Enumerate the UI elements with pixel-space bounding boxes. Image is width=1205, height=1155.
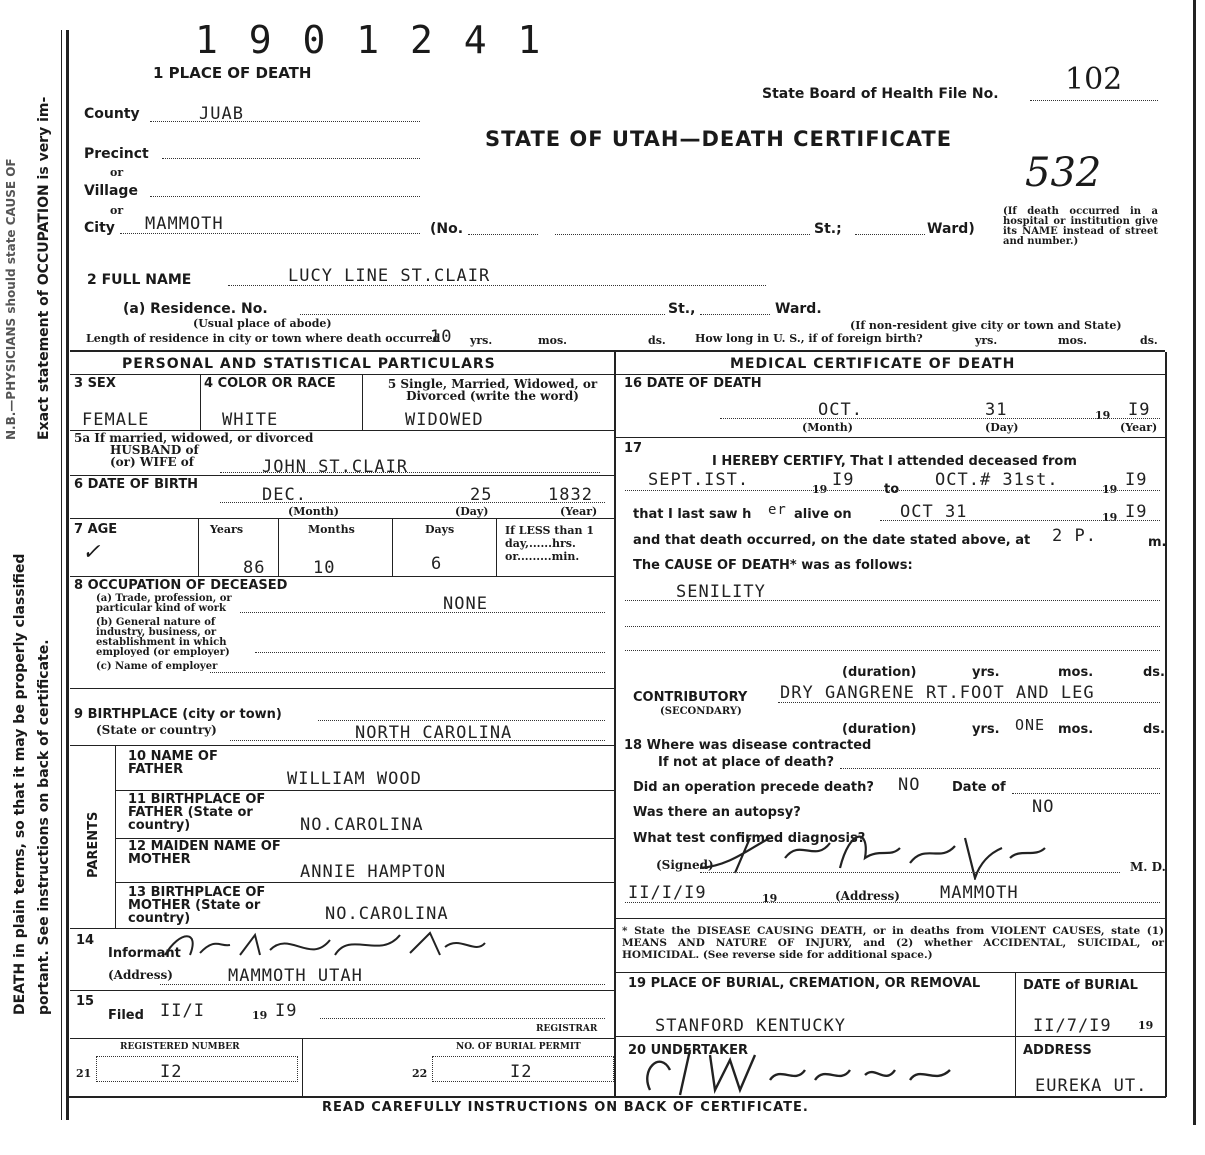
filed-date: II/I [160, 1001, 205, 1021]
birthplace-sub: (State or country) [96, 723, 217, 737]
secondary-label: (SECONDARY) [660, 706, 742, 717]
age-check-mark: ✓ [82, 540, 101, 565]
city-st-label: St.; [814, 221, 842, 237]
autopsy-value: NO [1032, 797, 1055, 817]
village-label: Village [84, 183, 138, 199]
cause-label: The CAUSE OF DEATH* was as follows: [633, 558, 913, 573]
side-instructions-3: Exact statement of OCCUPATION is very im- [36, 96, 52, 440]
dod-month-label: (Month) [802, 421, 853, 434]
medical-section-title: MEDICAL CERTIFICATE OF DEATH [730, 356, 1016, 372]
us-ds-label: ds. [1140, 334, 1158, 347]
contributory-line [778, 702, 1160, 703]
burial-year: 19 [1138, 1019, 1154, 1032]
rule [70, 745, 614, 746]
spouse-line [220, 472, 600, 473]
occupation-b-label: (b) General nature of industry, business, or establishment in which employed (or employer) [96, 617, 230, 658]
where-line [840, 768, 1160, 769]
cert-number: 1 9 0 1 2 4 1 [195, 18, 545, 62]
duration-mos: mos. [1058, 665, 1094, 680]
duration-yrs: yrs. [972, 665, 1000, 680]
informant-address-line [160, 984, 605, 985]
contrib-mos: mos. [1058, 722, 1094, 737]
father-value: WILLIAM WOOD [287, 769, 422, 789]
dob-day-label: (Day) [455, 505, 489, 518]
spouse-value: JOHN ST.CLAIR [262, 457, 409, 477]
physician-address-line [625, 902, 1160, 903]
side-instructions-1: DEATH in plain terms, so that it may be properly classified [12, 553, 28, 1015]
rule [70, 990, 614, 991]
rule [278, 518, 279, 576]
occurred-label: and that death occurred, on the date stated above, at [633, 533, 1031, 548]
mother-bp-value: NO.CAROLINA [325, 904, 449, 924]
contrib-duration-value: ONE [1015, 716, 1046, 734]
parents-label: PARENTS [86, 811, 101, 878]
rule [70, 688, 614, 689]
age-months-label: Months [308, 523, 355, 536]
rule [198, 518, 199, 576]
color-value: WHITE [222, 410, 279, 430]
rule [70, 374, 614, 375]
age-days-label: Days [425, 523, 455, 536]
residence-st-label: St., [668, 301, 696, 317]
us-yrs-label: yrs. [975, 334, 998, 347]
res-ward-line [700, 314, 770, 315]
undertaker-signature [630, 1040, 960, 1098]
informant-signature [160, 925, 490, 970]
dob-day: 25 [470, 485, 493, 505]
undertaker-address: EUREKA UT. [1035, 1076, 1148, 1096]
dod-year-label: (Year) [1120, 421, 1158, 434]
age-days: 6 [431, 554, 443, 574]
last-saw-fill: er [768, 502, 787, 518]
autopsy-label: Was there an autopsy? [633, 805, 801, 820]
occupation-a-label: (a) Trade, profession, or particular kind of work [96, 593, 232, 614]
place-of-death-label: 1 PLACE OF DEATH [153, 64, 312, 82]
burial-place: STANFORD KENTUCKY [655, 1016, 846, 1036]
reg-no: 21 [76, 1067, 92, 1080]
side-instructions-4: N.B.—PHYSICIANS should state CAUSE OF [4, 158, 18, 440]
mother-label: 12 MAIDEN NAME OF MOTHER [128, 839, 281, 867]
dod-19: 19 [1095, 409, 1111, 422]
date-of-label: Date of [952, 780, 1006, 795]
residence-label: (a) Residence. No. [123, 301, 268, 317]
ward-line [855, 234, 925, 235]
full-name-line [228, 285, 766, 286]
to-year: I9 [1125, 470, 1148, 490]
contrib-duration-label: (duration) [842, 722, 917, 737]
state-file-label: State Board of Health File No. [762, 86, 999, 102]
from-year: I9 [832, 470, 855, 490]
from-date: SEPT.IST. [648, 470, 750, 490]
filed-number: 15 [76, 994, 95, 1009]
file-line [1030, 100, 1158, 101]
where-label: 18 Where was disease contracted [624, 738, 872, 753]
rule [616, 918, 1165, 919]
dob-month-label: (Month) [288, 505, 339, 518]
sex-value: FEMALE [82, 410, 150, 430]
birthplace-line [230, 740, 605, 741]
rule [302, 1038, 303, 1096]
last-saw-label: that I last saw h [633, 507, 752, 522]
occupation-line [240, 612, 605, 613]
city-no-label: (No. [430, 221, 464, 237]
spouse-label-1: 5a If married, widowed, or divorced [74, 431, 314, 445]
dod-year: I9 [1128, 400, 1151, 420]
hospital-note: (If death occurred in a hospital or institution give its NAME instead of street and number.) [1003, 206, 1158, 247]
or-label: or [110, 204, 124, 217]
dob-year: 1832 [548, 485, 593, 505]
undertaker-label: 20 UNDERTAKER [628, 1043, 749, 1058]
last-saw-date: OCT 31 [900, 502, 968, 522]
duration-label: (duration) [842, 665, 917, 680]
from-19: 19 [812, 483, 828, 496]
where-label-2: If not at place of death? [658, 755, 835, 770]
certificate-title: STATE OF UTAH—DEATH CERTIFICATE [485, 127, 953, 151]
age-months: 10 [313, 558, 336, 578]
birthplace-city-line [318, 720, 605, 721]
right-frame [1165, 352, 1167, 1097]
dod-label: 16 DATE OF DEATH [624, 376, 762, 391]
burial-date-label: DATE of BURIAL [1023, 978, 1138, 993]
rule [616, 374, 1165, 375]
section-top-rule [70, 350, 1165, 352]
length-residence-label: Length of residence in city or town where death occurred [86, 332, 441, 345]
burial-permit-label: NO. OF BURIAL PERMIT [456, 1042, 581, 1052]
employer-line [255, 652, 605, 653]
informant-number: 14 [76, 933, 95, 948]
rule [115, 790, 614, 791]
father-label: 10 NAME OF FATHER [128, 749, 218, 777]
physician-address: MAMMOTH [940, 883, 1019, 903]
dod-day-label: (Day) [985, 421, 1019, 434]
alive-label: alive on [794, 507, 852, 522]
no-line [468, 234, 538, 235]
signed-19: 19 [762, 892, 778, 905]
contrib-ds: ds. [1143, 722, 1165, 737]
to-label: to [884, 482, 900, 497]
filed-19: 19 [252, 1009, 268, 1022]
contrib-yrs: yrs. [972, 722, 1000, 737]
informant-address-label: (Address) [108, 968, 173, 982]
to-date: OCT.# 31st. [935, 470, 1059, 490]
to-19: 19 [1102, 483, 1118, 496]
bottom-border [66, 1096, 1166, 1098]
signed-label: (Signed) [656, 858, 714, 872]
personal-section-title: PERSONAL AND STATISTICAL PARTICULARS [122, 356, 496, 372]
age-years: 86 [243, 558, 266, 578]
right-border [1193, 0, 1196, 1125]
ds-label: ds. [648, 334, 666, 347]
county-label: County [84, 106, 140, 122]
md-label: M. D. [1130, 860, 1166, 874]
full-name-label: 2 FULL NAME [87, 272, 192, 288]
spouse-label-2: HUSBAND of [110, 443, 199, 457]
state-file-number: 102 [1065, 62, 1123, 97]
dob-label: 6 DATE OF BIRTH [74, 477, 199, 492]
dod-month: OCT. [818, 400, 863, 420]
mos-label: mos. [538, 334, 567, 347]
undertaker-address-label: ADDRESS [1023, 1043, 1092, 1058]
left-border-inner [61, 30, 62, 1120]
us-label: How long in U. S., if of foreign birth? [695, 332, 923, 345]
or-label: or [110, 166, 124, 179]
yrs-label: yrs. [470, 334, 493, 347]
sex-label: 3 SEX [74, 376, 116, 391]
rule [70, 1038, 614, 1039]
father-bp-value: NO.CAROLINA [300, 815, 424, 835]
filed-label: Filed [108, 1008, 144, 1023]
burial-place-label: 19 PLACE OF BURIAL, CREMATION, OR REMOVAL [628, 976, 981, 991]
footer-instructions: READ CAREFULLY INSTRUCTIONS ON BACK OF CERTIFICATE. [322, 1100, 809, 1115]
dob-line [220, 502, 605, 503]
rule [115, 882, 614, 883]
age-less-label: If LESS than 1 day,......hrs. or.........min. [505, 524, 594, 563]
reg-number: I2 [160, 1062, 183, 1082]
county-value: JUAB [199, 104, 244, 124]
residence-sub: (Usual place of abode) [193, 317, 332, 330]
village-line [150, 196, 420, 197]
spouse-label-3: (or) WIFE of [110, 455, 194, 469]
reg-number-label: REGISTERED NUMBER [120, 1042, 240, 1052]
residence-line [300, 314, 665, 315]
last-saw-19: 19 [1102, 511, 1118, 524]
section-divider [614, 352, 616, 1097]
age-years-label: Years [210, 523, 244, 536]
rule [616, 1036, 1165, 1037]
burial-permit: I2 [510, 1062, 533, 1082]
operation-value: NO [898, 775, 921, 795]
street-line [555, 234, 810, 235]
reg-number-box [96, 1056, 298, 1082]
city-line [120, 233, 420, 234]
mother-value: ANNIE HAMPTON [300, 862, 447, 882]
occupation-label: 8 OCCUPATION OF DECEASED [74, 578, 288, 593]
precinct-line [162, 158, 420, 159]
footnote: * State the DISEASE CAUSING DEATH, or in deaths from VIOLENT CAUSES, state (1) MEANS AND NATURE OF INJURY, and (2) whether ACCIDENTAL, SUICIDAL, or HOMICIDAL. (See reverse side for additional space.) [622, 925, 1164, 961]
last-saw-year: I9 [1125, 502, 1148, 522]
precinct-label: Precinct [84, 146, 149, 162]
cause-line-2 [625, 626, 1160, 627]
birthplace-value: NORTH CAROLINA [355, 723, 513, 743]
occupation-c-label: (c) Name of employer [96, 661, 218, 672]
parents-rule [115, 745, 116, 928]
rule [496, 518, 497, 576]
age-label: 7 AGE [74, 522, 118, 537]
city-label: City [84, 220, 115, 236]
city-value: MAMMOTH [145, 214, 224, 234]
occupation-value: NONE [443, 594, 488, 614]
informant-label: Informant [108, 946, 181, 961]
certify-text: I HEREBY CERTIFY, That I attended deceased from [712, 454, 1077, 469]
rule [616, 972, 1165, 973]
cert-17: 17 [624, 441, 643, 456]
rule [362, 374, 363, 430]
rule [70, 518, 614, 519]
full-name-value: LUCY LINE ST.CLAIR [288, 266, 491, 286]
left-border [66, 30, 69, 1120]
operation-line [1012, 793, 1160, 794]
dod-line [720, 418, 1160, 419]
residence-ward-label: Ward. [775, 301, 822, 317]
physician-address-label: (Address) [835, 889, 900, 903]
rule [616, 437, 1165, 438]
operation-label: Did an operation precede death? [633, 780, 874, 795]
m-label: m. [1148, 535, 1167, 550]
filed-year: I9 [275, 1001, 298, 1021]
rule [200, 374, 201, 430]
permit-no: 22 [412, 1067, 428, 1080]
county-line [150, 121, 420, 122]
marital-value: WIDOWED [405, 410, 484, 430]
rule [70, 576, 614, 577]
cause-line-3 [625, 650, 1160, 651]
contributory-label: CONTRIBUTORY [633, 690, 748, 705]
rule [392, 518, 393, 576]
registrar-line [320, 1018, 605, 1019]
dod-day: 31 [985, 400, 1008, 420]
length-residence-years: 10 [430, 327, 453, 347]
signed-line [700, 872, 1120, 873]
rule [1015, 972, 1016, 1096]
registrar-label: REGISTRAR [536, 1024, 598, 1034]
informant-address: MAMMOTH UTAH [228, 966, 363, 986]
physician-signature [690, 818, 1050, 880]
last-saw-line [880, 520, 1160, 521]
nonresident-note: (If non-resident give city or town and State) [850, 319, 1122, 332]
us-mos-label: mos. [1058, 334, 1087, 347]
test-label: What test confirmed diagnosis? [633, 831, 866, 846]
employer-name-line [210, 672, 605, 673]
father-bp-label: 11 BIRTHPLACE OF FATHER (State or country) [128, 792, 266, 833]
certify-line [625, 490, 1160, 491]
contributory-value: DRY GANGRENE RT.FOOT AND LEG [780, 683, 1095, 703]
birthplace-label: 9 BIRTHPLACE (city or town) [74, 707, 282, 722]
marital-label: 5 Single, Married, Widowed, or Divorced (write the word) [387, 377, 598, 403]
duration-ds: ds. [1143, 665, 1165, 680]
color-label: 4 COLOR OR RACE [204, 376, 336, 391]
side-instructions-2: portant. See instructions on back of certificate. [36, 639, 52, 1015]
cause-value: SENILITY [676, 582, 766, 602]
death-time: 2 P. [1052, 526, 1097, 546]
mother-bp-label: 13 BIRTHPLACE OF MOTHER (State or country) [128, 885, 266, 926]
city-ward-label: Ward) [927, 221, 975, 237]
handwritten-number: 532 [1025, 150, 1102, 196]
cause-line-1 [625, 600, 1160, 601]
dob-year-label: (Year) [560, 505, 598, 518]
signed-date: II/I/I9 [628, 883, 707, 903]
burial-date: II/7/I9 [1033, 1016, 1112, 1036]
dob-month: DEC. [262, 485, 307, 505]
